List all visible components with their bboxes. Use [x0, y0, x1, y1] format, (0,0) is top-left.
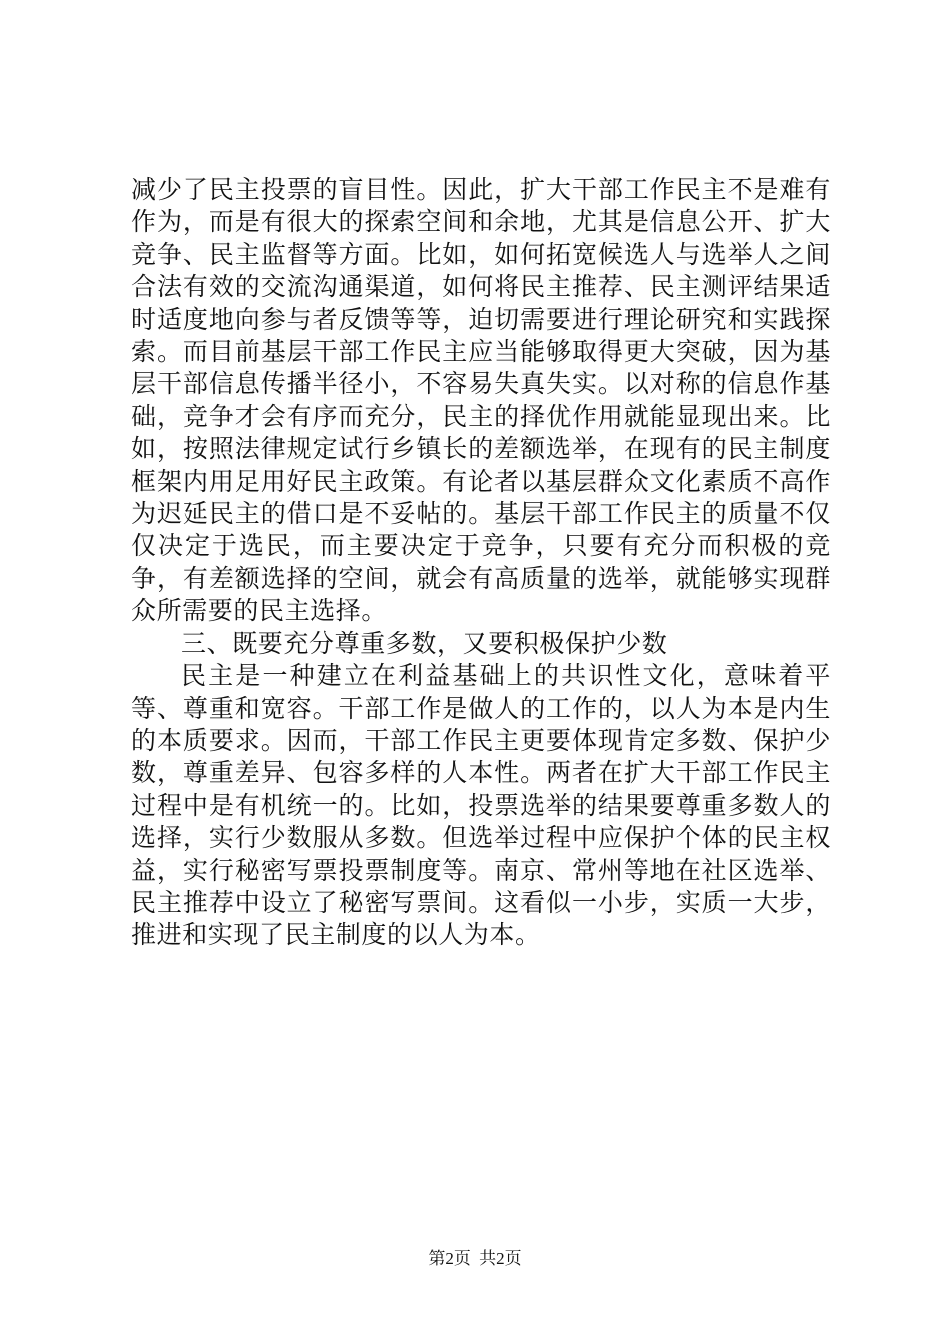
section-heading: 三、既要充分尊重多数，又要积极保护少数: [181, 628, 668, 658]
paragraph-continuation: 减少了民主投票的盲目性。因此，扩大干部工作民主不是难有作为，而是有很大的探索空间和余地，尤其是信息公开、扩大竞争、民主监督等方面。比如，如何拓宽候选人与选举人之间合法有效的交流沟通渠道，如何将民主推荐、民主测评结果适时适度地向参与者反馈等等，迫切需要进行理论研究和实践探索。而目前基层干部工作民主应当能够取得更大突破，因为基层干部信息传播半径小，不容易失真失实。以对称的信息作基础，竞争才会有序而充分，民主的择优作用就能显现出来。比如，按照法律规定试行乡镇长的差额选举，在现有的民主制度框架内用足用好民主政策。有论者以基层群众文化素质不高作为迟延民主的借口是不妥帖的。基层干部工作民主的质量不仅仅决定于选民，而主要决定于竞争，只要有充分而积极的竞争，有差额选择的空间，就会有高质量的选举，就能够实现群众所需要的民主选择。: [131, 175, 831, 626]
page-total: 共2页: [479, 1249, 522, 1268]
paragraph-body: 民主是一种建立在利益基础上的共识性文化，意味着平等、尊重和宽容。干部工作是做人的工作的，以人为本是内生的本质要求。因而，干部工作民主更要体现肯定多数、保护少数，尊重差异、包容多样的人本性。两者在扩大干部工作民主过程中是有机统一的。比如，投票选举的结果要尊重多数人的选择，实行少数服从多数。但选举过程中应保护个体的民主权益，实行秘密写票投票制度等。南京、常州等地在社区选举、民主推荐中设立了秘密写票间。这看似一小步，实质一大步，推进和实现了民主制度的以人为本。: [131, 661, 831, 950]
document-body: [131, 174, 831, 952]
page-number: 第2页: [428, 1249, 471, 1268]
page-footer: [0, 1244, 950, 1269]
